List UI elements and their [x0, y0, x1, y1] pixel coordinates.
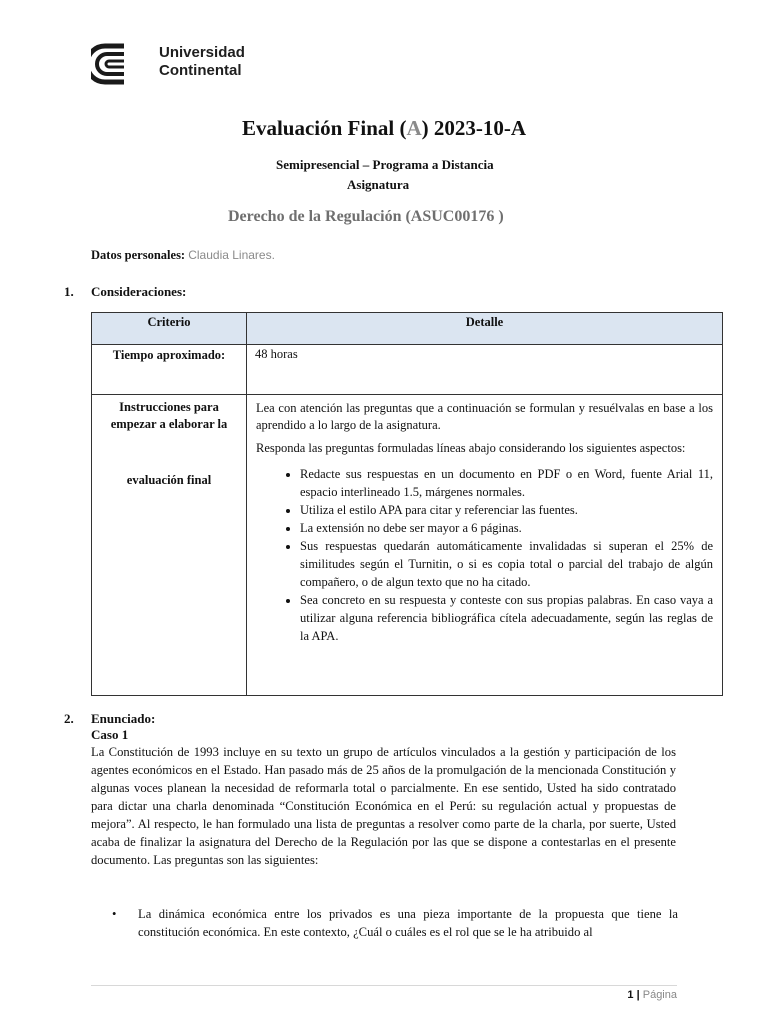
case-paragraph: La Constitución de 1993 incluye en su texto un grupo de artículos vinculados a la gestión y participación de los agentes económicos en el Estado. Han pasado más de 25 años de la promulgación de la mencionada Constitución y algunas voces planean la necesidad de reformarla total o parcialmente. En ese sentido, Usted ha sido contratado para dictar una charla denominada “Constitución Económica en el Perú: su regulación actual y propuestas de mejora”. Al respecto, le han formulado una lista de preguntas a resolver como parte de la charla, por suerte, Usted acaba de finalizar la asignatura del Derecho de la Regulación por las que se dispone a contestarlas en el presente documento. Las preguntas son las siguientes:	[91, 745, 676, 867]
detail-time: 48 horas	[247, 345, 723, 395]
footer-divider	[91, 985, 677, 986]
course-code: (ASUC00176 )	[405, 208, 504, 225]
page-footer	[627, 989, 677, 1001]
page-label: Página	[642, 989, 677, 1001]
subject-label: Asignatura	[347, 177, 410, 192]
criterion-instructions-a: Instrucciones para empezar a elaborar la	[110, 400, 228, 431]
header-detail: Detalle	[247, 313, 723, 345]
section-1-number: 1.	[64, 284, 74, 299]
title-variant: A	[406, 116, 422, 140]
footer-separator: |	[636, 989, 640, 1001]
student-name: Claudia Linares.	[188, 248, 275, 262]
section-1-title: Consideraciones:	[91, 284, 187, 299]
list-item: • La extensión no debe ser mayor a 6 páginas.	[300, 519, 713, 537]
case-title: Caso 1	[91, 727, 129, 742]
section-2-title: Enunciado:	[91, 711, 156, 726]
list-item: • Sus respuestas quedarán automáticamente invalidadas si superan el 25% de similitudes según el Turnitin, o si es copia total o parcial del trabajo de algún compañero, o de algun texto que no ha citado.	[300, 537, 713, 591]
question-text: La dinámica económica entre los privados es una pieza importante de la propuesta que tiene la constitución económica. En este contexto, ¿Cuál o cuáles es el rol que se le ha atribuido al	[138, 907, 678, 939]
title-prefix: Evaluación Final (	[241, 116, 407, 140]
personal-label: Datos personales:	[91, 248, 186, 262]
list-item: • Redacte sus respuestas en un documento en PDF o en Word, fuente Arial 11, espacio interlineado 1.5, márgenes normales.	[300, 465, 713, 501]
modality-text: Semipresencial – Programa a Distancia	[276, 157, 494, 172]
table-row	[92, 395, 723, 696]
course-name: Derecho de la Regulación	[228, 208, 402, 225]
instructions-paragraph-1: Lea con atención las preguntas que a continuación se formulan y resuélvalas en base a los aprendido a lo largo de la asignatura.	[256, 401, 713, 432]
table-row	[92, 345, 723, 395]
logo-line-2: Continental	[159, 62, 242, 79]
header-criterion: Criterio	[92, 313, 247, 345]
list-item: • Sea concreto en su respuesta y conteste con sus propias palabras. En caso vaya a utilizar alguna referencia bibliográfica cítela adecuadamente, según las reglas de la APA.	[300, 591, 713, 645]
section-2-number: 2.	[64, 711, 74, 726]
university-logo-icon	[91, 42, 157, 86]
title-suffix: ) 2023-10-A	[421, 116, 527, 140]
instructions-paragraph-2: Responda las preguntas formuladas líneas abajo considerando los siguientes aspectos:	[256, 441, 686, 455]
logo-line-1: Universidad	[159, 44, 245, 61]
bullet-dot: •	[112, 907, 117, 921]
considerations-table	[91, 312, 723, 696]
question-item	[112, 905, 678, 941]
table-header-row	[92, 313, 723, 345]
logo-text	[159, 44, 245, 80]
page-title	[0, 116, 768, 141]
course-title	[228, 208, 504, 226]
personal-data	[91, 248, 275, 263]
page-number: 1	[627, 989, 634, 1001]
criterion-instructions	[92, 395, 247, 696]
detail-instructions	[247, 395, 723, 696]
criterion-time: Tiempo aproximado:	[92, 345, 247, 395]
list-item: • Utiliza el estilo APA para citar y referenciar las fuentes.	[300, 501, 713, 519]
criterion-instructions-b: evaluación final	[126, 473, 212, 487]
instructions-list	[248, 465, 713, 645]
